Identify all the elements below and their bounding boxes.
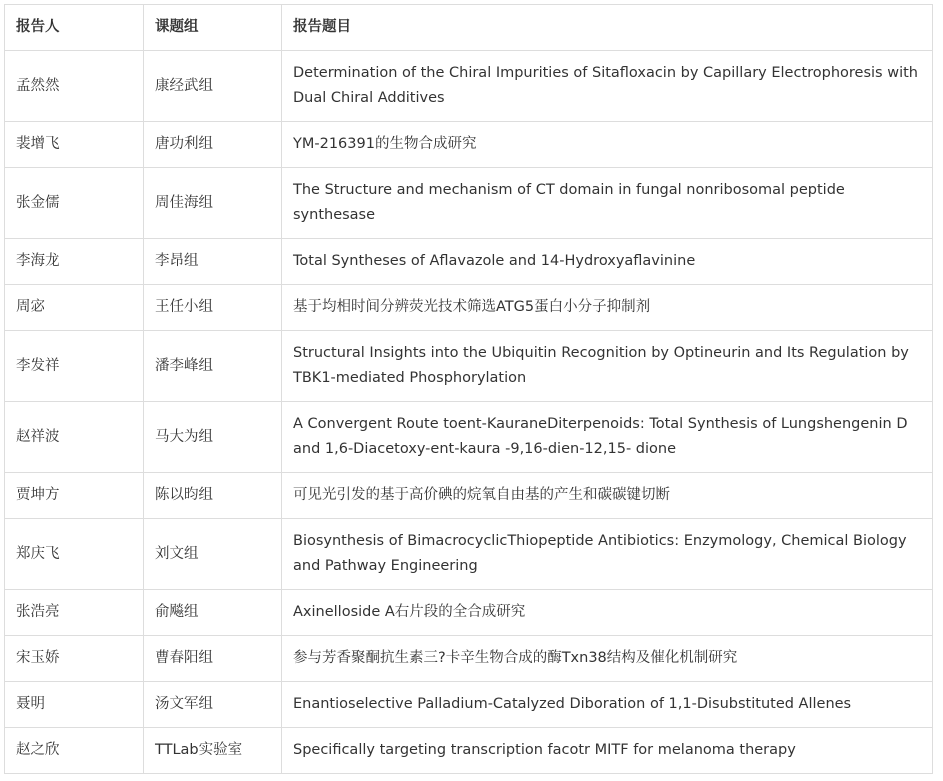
title-cell: Enantioselective Palladium-Catalyzed Diboration of 1,1-Disubstituted Allenes xyxy=(282,682,933,728)
reporter-cell: 宋玉娇 xyxy=(5,636,144,682)
reporter-cell: 赵之欣 xyxy=(5,728,144,774)
title-cell: 基于均相时间分辨荧光技术筛选ATG5蛋白小分子抑制剂 xyxy=(282,285,933,331)
header-reporter: 报告人 xyxy=(5,5,144,51)
reporter-cell: 赵祥波 xyxy=(5,402,144,473)
group-cell: 陈以昀组 xyxy=(144,473,282,519)
reporter-cell: 李海龙 xyxy=(5,239,144,285)
table-row xyxy=(5,285,933,331)
table-row xyxy=(5,402,933,473)
group-cell: 汤文军组 xyxy=(144,682,282,728)
title-cell: Determination of the Chiral Impurities of Sitafloxacin by Capillary Electrophoresis with Dual Chiral Additives xyxy=(282,51,933,122)
title-cell: 参与芳香聚酮抗生素三?卡辛生物合成的酶Txn38结构及催化机制研究 xyxy=(282,636,933,682)
reporter-cell: 张金儒 xyxy=(5,168,144,239)
table-row xyxy=(5,728,933,774)
header-group: 课题组 xyxy=(144,5,282,51)
title-cell: Total Syntheses of Aflavazole and 14-Hydroxyaflavinine xyxy=(282,239,933,285)
reporter-cell: 郑庆飞 xyxy=(5,519,144,590)
table-header-row xyxy=(5,5,933,51)
title-cell: Biosynthesis of BimacrocyclicThiopeptide Antibiotics: Enzymology, Chemical Biology and Pathway Engineering xyxy=(282,519,933,590)
title-cell: The Structure and mechanism of CT domain in fungal nonribosomal peptide synthesase xyxy=(282,168,933,239)
table-row xyxy=(5,239,933,285)
group-cell: 唐功利组 xyxy=(144,122,282,168)
title-cell: YM-216391的生物合成研究 xyxy=(282,122,933,168)
group-cell: 王任小组 xyxy=(144,285,282,331)
group-cell: 马大为组 xyxy=(144,402,282,473)
group-cell: 潘李峰组 xyxy=(144,331,282,402)
group-cell: 李昂组 xyxy=(144,239,282,285)
title-cell: Structural Insights into the Ubiquitin Recognition by Optineurin and Its Regulation by TBK1-mediated Phosphorylation xyxy=(282,331,933,402)
title-cell: A Convergent Route toent-KauraneDiterpenoids: Total Synthesis of Lungshengenin D and 1,6-Diacetoxy-ent-kaura -9,16-dien-12,15- dione xyxy=(282,402,933,473)
title-cell: Axinelloside A右片段的全合成研究 xyxy=(282,590,933,636)
header-title: 报告题目 xyxy=(282,5,933,51)
table-row xyxy=(5,682,933,728)
reporter-cell: 孟然然 xyxy=(5,51,144,122)
reporter-cell: 裴增飞 xyxy=(5,122,144,168)
report-table xyxy=(4,4,933,774)
group-cell: TTLab实验室 xyxy=(144,728,282,774)
table-row xyxy=(5,473,933,519)
group-cell: 俞飚组 xyxy=(144,590,282,636)
reporter-cell: 聂明 xyxy=(5,682,144,728)
reporter-cell: 李发祥 xyxy=(5,331,144,402)
table-row xyxy=(5,51,933,122)
table-row xyxy=(5,519,933,590)
title-cell: Specifically targeting transcription facotr MITF for melanoma therapy xyxy=(282,728,933,774)
group-cell: 康经武组 xyxy=(144,51,282,122)
group-cell: 周佳海组 xyxy=(144,168,282,239)
table-row xyxy=(5,331,933,402)
table-row xyxy=(5,590,933,636)
reporter-cell: 周宓 xyxy=(5,285,144,331)
table-row xyxy=(5,122,933,168)
title-cell: 可见光引发的基于高价碘的烷氧自由基的产生和碳碳键切断 xyxy=(282,473,933,519)
group-cell: 曹春阳组 xyxy=(144,636,282,682)
table-row xyxy=(5,168,933,239)
reporter-cell: 贾坤方 xyxy=(5,473,144,519)
group-cell: 刘文组 xyxy=(144,519,282,590)
reporter-cell: 张浩亮 xyxy=(5,590,144,636)
table-row xyxy=(5,636,933,682)
